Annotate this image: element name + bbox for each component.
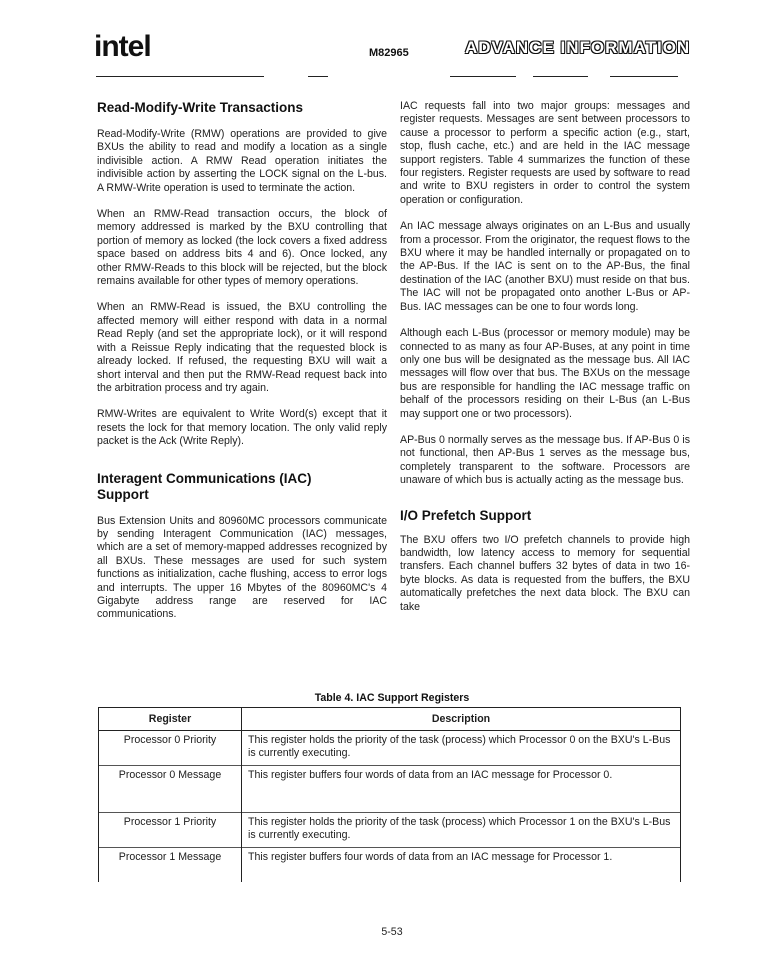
register-column-header: Register bbox=[99, 708, 242, 731]
description-column-header: Description bbox=[242, 708, 681, 731]
iac-heading: Interagent Communications (IAC) Support bbox=[97, 470, 312, 502]
iac-paragraph-1: Bus Extension Units and 80960MC processors communicate by sending Interagent Communication (IAC) messages, which are a set of memory-mapped addresses recognized by all BXUs. These messages are used for such system functions as initialization, cache flushing, access to error logs and interrupts. The upper 16 Mbytes of the 80960MC's 4 Gigabyte address range are reserved for IAC communications. bbox=[97, 514, 387, 621]
page-number: 5-53 bbox=[381, 926, 403, 938]
iac-support-registers-table bbox=[98, 707, 681, 882]
description-cell: This register holds the priority of the task (process) which Processor 1 on the BXU's L-Bus is currently executing. bbox=[242, 813, 681, 848]
rmw-heading: Read-Modify-Write Transactions bbox=[97, 100, 304, 115]
header-rule-mid bbox=[308, 76, 328, 77]
io-prefetch-heading: I/O Prefetch Support bbox=[400, 507, 532, 523]
rmw-paragraph-2: When an RMW-Read transaction occurs, the block of memory addressed is marked by the BXU controlling that portion of memory as locked (the lock covers a fixed address space based on address bits 4 and 6). Once locked, any other RMW-Reads to this block will be rejected, but the block remains available for other types of memory operations. bbox=[97, 208, 387, 288]
register-cell: Processor 1 Message bbox=[99, 848, 242, 883]
rmw-paragraph-1: Read-Modify-Write (RMW) operations are provided to give BXUs the ability to read and modify a location as a single indivisible action. A RMW Read operation initiates the indivisible action by asserting the LOCK signal on the L-bus. A RMW-Write operation is used to terminate the action. bbox=[97, 128, 387, 194]
intel-logo: intel bbox=[94, 30, 151, 63]
register-cell: Processor 0 Message bbox=[99, 766, 242, 813]
table-title: Table 4. IAC Support Registers bbox=[314, 692, 470, 704]
table-row bbox=[99, 731, 681, 766]
table-row bbox=[99, 813, 681, 848]
rmw-paragraph-4: RMW-Writes are equivalent to Write Word(s) except that it resets the lock for that memory location. The only valid reply packet is the Ack (Write Reply). bbox=[97, 408, 387, 448]
io-prefetch-paragraph: The BXU offers two I/O prefetch channels to provide high bandwidth, low latency access to memory for sequential transfers. Each channel buffers 32 bytes of data in two 16-byte blocks. As data is requested from the buffers, the BXU automatically prefetches the next data block. The BXU can take bbox=[400, 533, 690, 613]
register-cell: Processor 1 Priority bbox=[99, 813, 242, 848]
right-paragraph-2: An IAC message always originates on an L-Bus and usually from a processor. From the originator, the request flows to the BXU where it may be handled internally or propagated on to the AP-Bus. If the IAC is sent on to the AP-Bus, the final destination of the IAC (another BXU) must reside on that bus. The IAC will not be propagated onto another L-Bus or AP-Bus. IAC messages can be one to four words long. bbox=[400, 220, 690, 313]
description-cell: This register holds the priority of the task (process) which Processor 0 on the BXU's L-Bus is currently executing. bbox=[242, 731, 681, 766]
left-column bbox=[97, 100, 387, 635]
table-row bbox=[99, 766, 681, 813]
right-column bbox=[400, 100, 690, 627]
description-cell: This register buffers four words of data from an IAC message for Processor 0. bbox=[242, 766, 681, 813]
right-paragraph-1: IAC requests fall into two major groups: messages and register requests. Messages are sent between processors to cause a processor to perform a specific action (e.g., start, stop, flush cache, etc.) and are held in the IAC message support registers. Table 4 summarizes the function of these four registers. Register requests are used by software to read and write to BXU registers in order to control the system operation or configuration. bbox=[400, 100, 690, 206]
table-row bbox=[99, 848, 681, 883]
description-cell: This register buffers four words of data from an IAC message for Processor 1. bbox=[242, 848, 681, 883]
register-cell: Processor 0 Priority bbox=[99, 731, 242, 766]
table-header-row bbox=[99, 708, 681, 731]
advance-information-banner: ADVANCE INFORMATION bbox=[465, 38, 691, 57]
header-rule-left bbox=[96, 76, 264, 77]
rmw-paragraph-3: When an RMW-Read is issued, the BXU controlling the affected memory will either respond with data in a normal Read Reply (and set the appropriate lock), or it will respond with a Reissue Reply indicating that the requested block is already locked. If refused, the requesting BXU will wait a short interval and then put the RMW-Read request back into the arbitration process and try again. bbox=[97, 301, 387, 394]
part-number: M82965 bbox=[369, 47, 409, 59]
right-paragraph-3: Although each L-Bus (processor or memory module) may be connected to as many as four AP-Buses, at any point in time only one bus will be designated as the message bus. All IAC messages will flow over that bus. The BXUs on the message bus are responsible for handling the IAC message traffic on behalf of the processors residing on their L-Bus (an L-Bus may support one or two processors). bbox=[400, 327, 690, 420]
header-rule-right-c bbox=[610, 76, 678, 77]
header-rule-right-a bbox=[450, 76, 516, 77]
right-paragraph-4: AP-Bus 0 normally serves as the message bus. If AP-Bus 0 is not functional, then AP-Bus 1 serves as the message bus, completely transparent to the software. Processors are unaware of which bus is actually acting as the message bus. bbox=[400, 433, 690, 487]
header-rule-right-b bbox=[533, 76, 588, 77]
